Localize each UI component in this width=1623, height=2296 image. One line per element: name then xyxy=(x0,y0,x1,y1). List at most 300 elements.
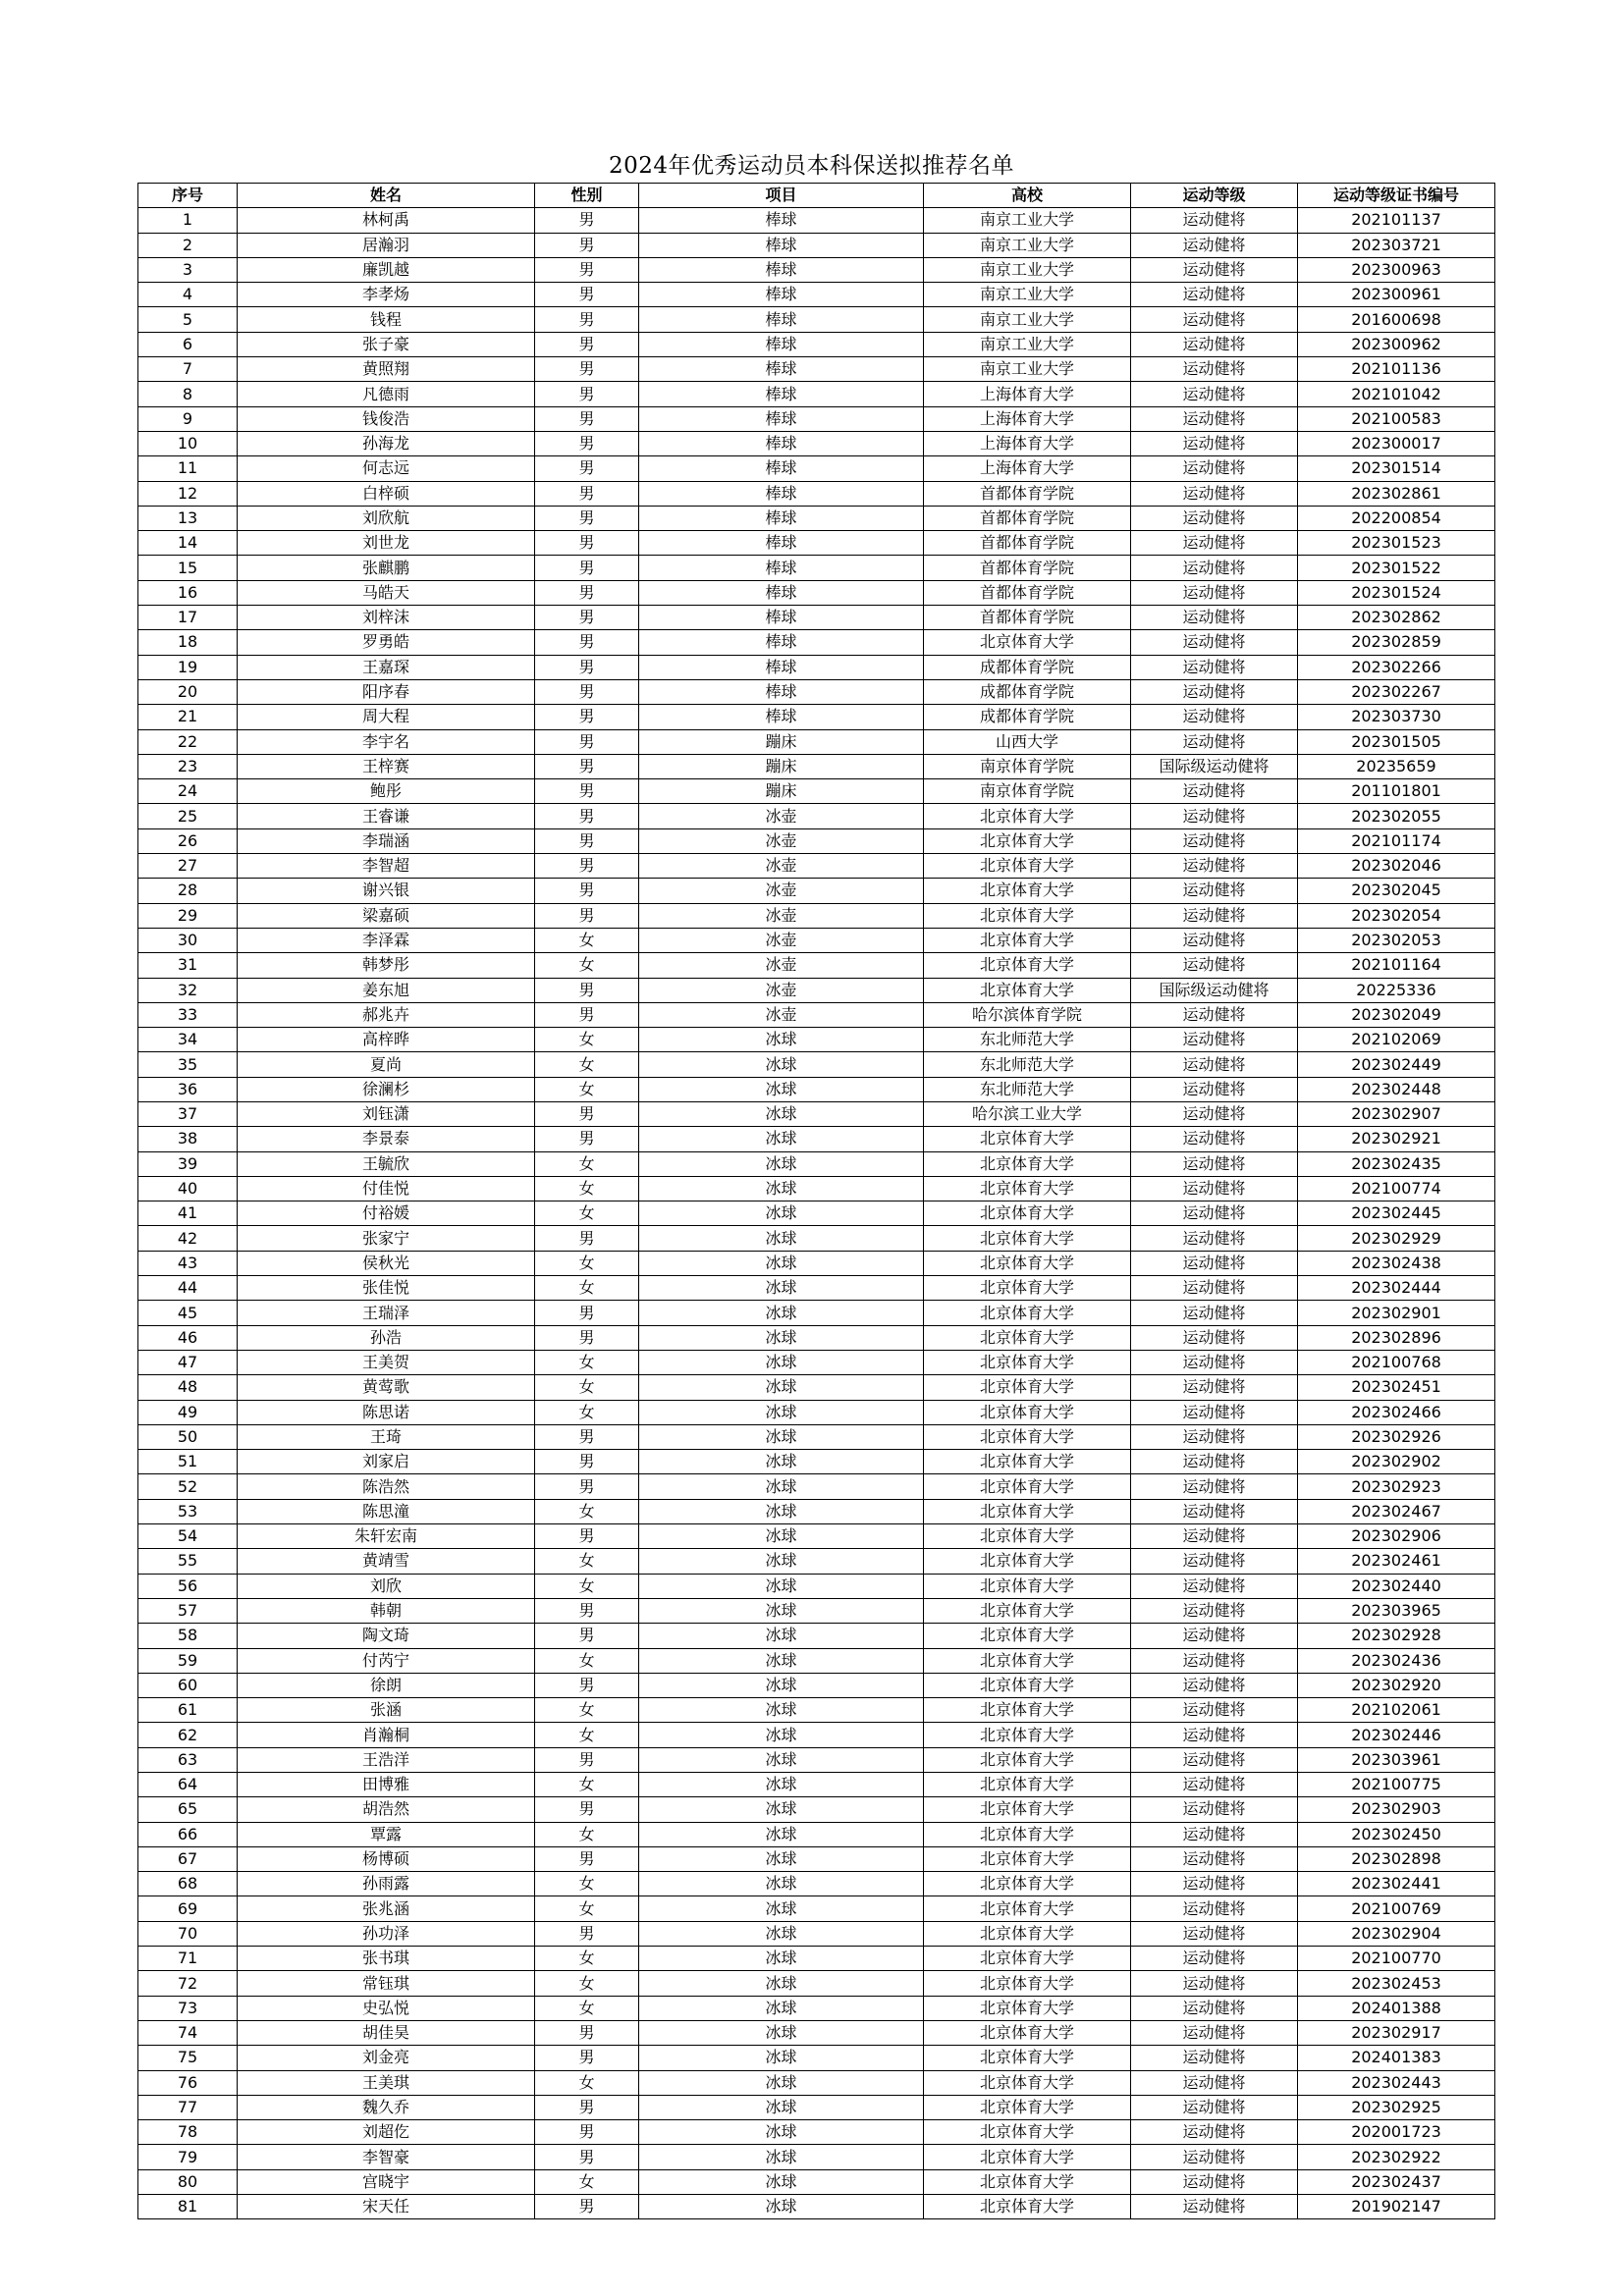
cell-sport: 棒球 xyxy=(639,382,924,406)
cell-name: 李智豪 xyxy=(238,2145,535,2169)
table-row xyxy=(138,1698,1495,1723)
table-row xyxy=(138,679,1495,704)
table-row xyxy=(138,978,1495,1002)
cell-index: 75 xyxy=(138,2046,238,2070)
cell-certificate: 201101801 xyxy=(1298,779,1495,804)
cell-index: 50 xyxy=(138,1424,238,1449)
cell-name: 张子豪 xyxy=(238,332,535,356)
cell-certificate: 201600698 xyxy=(1298,307,1495,332)
cell-level: 运动健将 xyxy=(1131,1424,1298,1449)
table-row xyxy=(138,1773,1495,1797)
table-row xyxy=(138,1598,1495,1623)
cell-index: 67 xyxy=(138,1846,238,1871)
table-row xyxy=(138,1276,1495,1301)
table-row xyxy=(138,506,1495,530)
table-row xyxy=(138,556,1495,580)
cell-university: 北京体育大学 xyxy=(924,1797,1131,1822)
cell-sport: 冰壶 xyxy=(639,928,924,952)
cell-name: 居瀚羽 xyxy=(238,233,535,257)
cell-index: 12 xyxy=(138,481,238,506)
cell-name: 覃露 xyxy=(238,1822,535,1846)
cell-level: 运动健将 xyxy=(1131,1201,1298,1226)
table-row xyxy=(138,1350,1495,1374)
cell-university: 北京体育大学 xyxy=(924,854,1131,879)
cell-level: 运动健将 xyxy=(1131,2095,1298,2119)
cell-name: 王瑞泽 xyxy=(238,1301,535,1325)
cell-gender: 男 xyxy=(535,307,639,332)
cell-certificate: 202001723 xyxy=(1298,2120,1495,2145)
cell-index: 1 xyxy=(138,208,238,233)
cell-name: 黄照翔 xyxy=(238,357,535,382)
cell-certificate: 202302922 xyxy=(1298,2145,1495,2169)
cell-certificate: 202200854 xyxy=(1298,506,1495,530)
cell-name: 刘欣航 xyxy=(238,506,535,530)
table-row xyxy=(138,1921,1495,1946)
cell-certificate: 202302267 xyxy=(1298,679,1495,704)
cell-certificate: 202302449 xyxy=(1298,1052,1495,1077)
cell-index: 15 xyxy=(138,556,238,580)
cell-university: 北京体育大学 xyxy=(924,1325,1131,1350)
cell-certificate: 202100770 xyxy=(1298,1947,1495,1971)
cell-index: 17 xyxy=(138,606,238,630)
cell-name: 张兆涵 xyxy=(238,1896,535,1921)
cell-index: 13 xyxy=(138,506,238,530)
table-row xyxy=(138,1375,1495,1400)
table-row xyxy=(138,1549,1495,1574)
cell-sport: 棒球 xyxy=(639,208,924,233)
cell-index: 2 xyxy=(138,233,238,257)
cell-index: 78 xyxy=(138,2120,238,2145)
cell-university: 北京体育大学 xyxy=(924,630,1131,655)
cell-level: 运动健将 xyxy=(1131,828,1298,853)
cell-certificate: 202302451 xyxy=(1298,1375,1495,1400)
cell-name: 梁嘉硕 xyxy=(238,903,535,928)
cell-level: 运动健将 xyxy=(1131,2195,1298,2219)
table-row xyxy=(138,1325,1495,1350)
cell-certificate: 202302902 xyxy=(1298,1450,1495,1474)
table-row xyxy=(138,729,1495,754)
cell-university: 北京体育大学 xyxy=(924,879,1131,903)
cell-index: 23 xyxy=(138,754,238,778)
cell-gender: 男 xyxy=(535,1127,639,1151)
cell-university: 北京体育大学 xyxy=(924,978,1131,1002)
cell-index: 16 xyxy=(138,580,238,605)
cell-university: 成都体育学院 xyxy=(924,655,1131,679)
cell-level: 运动健将 xyxy=(1131,307,1298,332)
cell-certificate: 202302901 xyxy=(1298,1301,1495,1325)
cell-sport: 冰球 xyxy=(639,2070,924,2095)
cell-index: 3 xyxy=(138,257,238,282)
cell-gender: 男 xyxy=(535,606,639,630)
cell-name: 刘金亮 xyxy=(238,2046,535,2070)
cell-sport: 冰球 xyxy=(639,1101,924,1126)
table-row xyxy=(138,1028,1495,1052)
cell-name: 孙功泽 xyxy=(238,1921,535,1946)
cell-level: 运动健将 xyxy=(1131,1524,1298,1549)
cell-level: 运动健将 xyxy=(1131,481,1298,506)
cell-sport: 棒球 xyxy=(639,283,924,307)
table-row xyxy=(138,1499,1495,1523)
cell-sport: 冰球 xyxy=(639,1301,924,1325)
cell-name: 张家宁 xyxy=(238,1226,535,1251)
cell-certificate: 20225336 xyxy=(1298,978,1495,1002)
cell-university: 北京体育大学 xyxy=(924,1574,1131,1598)
cell-name: 刘钰潇 xyxy=(238,1101,535,1126)
cell-gender: 女 xyxy=(535,1499,639,1523)
cell-name: 黄靖雪 xyxy=(238,1549,535,1574)
cell-level: 运动健将 xyxy=(1131,1301,1298,1325)
cell-name: 张书琪 xyxy=(238,1947,535,1971)
cell-gender: 女 xyxy=(535,1971,639,1996)
cell-index: 7 xyxy=(138,357,238,382)
cell-sport: 冰球 xyxy=(639,1176,924,1201)
cell-university: 北京体育大学 xyxy=(924,1822,1131,1846)
cell-name: 史弘悦 xyxy=(238,1996,535,2020)
table-row xyxy=(138,580,1495,605)
cell-gender: 女 xyxy=(535,1350,639,1374)
cell-name: 凡德雨 xyxy=(238,382,535,406)
cell-index: 4 xyxy=(138,283,238,307)
cell-university: 北京体育大学 xyxy=(924,903,1131,928)
cell-university: 北京体育大学 xyxy=(924,2195,1131,2219)
cell-sport: 冰球 xyxy=(639,1896,924,1921)
cell-gender: 女 xyxy=(535,1052,639,1077)
header-university: 高校 xyxy=(924,184,1131,208)
cell-level: 运动健将 xyxy=(1131,332,1298,356)
cell-gender: 男 xyxy=(535,978,639,1002)
cell-level: 运动健将 xyxy=(1131,208,1298,233)
cell-certificate: 202302446 xyxy=(1298,1723,1495,1747)
cell-level: 运动健将 xyxy=(1131,2046,1298,2070)
cell-name: 孙雨露 xyxy=(238,1872,535,1896)
cell-certificate: 202100768 xyxy=(1298,1350,1495,1374)
cell-university: 上海体育大学 xyxy=(924,406,1131,431)
table-header xyxy=(138,184,1495,208)
cell-university: 北京体育大学 xyxy=(924,1276,1131,1301)
cell-name: 刘家启 xyxy=(238,1450,535,1474)
cell-name: 李智超 xyxy=(238,854,535,879)
cell-index: 5 xyxy=(138,307,238,332)
cell-level: 运动健将 xyxy=(1131,1996,1298,2020)
cell-sport: 棒球 xyxy=(639,456,924,481)
cell-university: 北京体育大学 xyxy=(924,1549,1131,1574)
cell-index: 47 xyxy=(138,1350,238,1374)
cell-gender: 女 xyxy=(535,1077,639,1101)
cell-sport: 棒球 xyxy=(639,580,924,605)
cell-name: 谢兴银 xyxy=(238,879,535,903)
cell-gender: 男 xyxy=(535,580,639,605)
cell-gender: 女 xyxy=(535,1028,639,1052)
table-row xyxy=(138,481,1495,506)
cell-name: 姜东旭 xyxy=(238,978,535,1002)
cell-sport: 冰壶 xyxy=(639,1002,924,1027)
cell-gender: 男 xyxy=(535,1921,639,1946)
cell-gender: 男 xyxy=(535,332,639,356)
cell-certificate: 202101137 xyxy=(1298,208,1495,233)
table-row xyxy=(138,1673,1495,1697)
cell-name: 杨博硕 xyxy=(238,1846,535,1871)
cell-university: 北京体育大学 xyxy=(924,1226,1131,1251)
cell-university: 北京体育大学 xyxy=(924,2145,1131,2169)
cell-university: 成都体育学院 xyxy=(924,679,1131,704)
cell-university: 北京体育大学 xyxy=(924,2020,1131,2045)
cell-level: 运动健将 xyxy=(1131,1896,1298,1921)
cell-level: 运动健将 xyxy=(1131,2020,1298,2045)
cell-university: 南京工业大学 xyxy=(924,233,1131,257)
cell-index: 8 xyxy=(138,382,238,406)
cell-certificate: 202302467 xyxy=(1298,1499,1495,1523)
cell-university: 上海体育大学 xyxy=(924,382,1131,406)
cell-index: 56 xyxy=(138,1574,238,1598)
cell-level: 运动健将 xyxy=(1131,1797,1298,1822)
cell-name: 常钰琪 xyxy=(238,1971,535,1996)
cell-name: 肖瀚桐 xyxy=(238,1723,535,1747)
cell-certificate: 202301505 xyxy=(1298,729,1495,754)
cell-sport: 冰球 xyxy=(639,1846,924,1871)
header-level: 运动等级 xyxy=(1131,184,1298,208)
cell-sport: 冰球 xyxy=(639,1226,924,1251)
cell-university: 南京工业大学 xyxy=(924,208,1131,233)
cell-level: 运动健将 xyxy=(1131,1375,1298,1400)
cell-index: 11 xyxy=(138,456,238,481)
cell-sport: 冰球 xyxy=(639,1598,924,1623)
cell-university: 北京体育大学 xyxy=(924,1375,1131,1400)
cell-level: 国际级运动健将 xyxy=(1131,978,1298,1002)
cell-university: 北京体育大学 xyxy=(924,828,1131,853)
cell-sport: 冰壶 xyxy=(639,903,924,928)
cell-sport: 冰球 xyxy=(639,1127,924,1151)
cell-level: 运动健将 xyxy=(1131,1624,1298,1648)
cell-sport: 冰球 xyxy=(639,1773,924,1797)
table-row xyxy=(138,630,1495,655)
cell-certificate: 202302438 xyxy=(1298,1251,1495,1275)
cell-name: 李泽霖 xyxy=(238,928,535,952)
cell-sport: 蹦床 xyxy=(639,729,924,754)
cell-name: 孙浩 xyxy=(238,1325,535,1350)
cell-name: 胡浩然 xyxy=(238,1797,535,1822)
cell-index: 51 xyxy=(138,1450,238,1474)
cell-name: 林柯禹 xyxy=(238,208,535,233)
cell-name: 鲍彤 xyxy=(238,779,535,804)
cell-university: 首都体育学院 xyxy=(924,606,1131,630)
cell-gender: 男 xyxy=(535,1325,639,1350)
cell-level: 运动健将 xyxy=(1131,2120,1298,2145)
cell-level: 运动健将 xyxy=(1131,1872,1298,1896)
cell-sport: 冰球 xyxy=(639,1947,924,1971)
cell-sport: 棒球 xyxy=(639,705,924,729)
table-row xyxy=(138,1201,1495,1226)
table-row xyxy=(138,208,1495,233)
cell-certificate: 202302859 xyxy=(1298,630,1495,655)
cell-certificate: 202302923 xyxy=(1298,1474,1495,1499)
table-row xyxy=(138,754,1495,778)
cell-index: 63 xyxy=(138,1747,238,1772)
table-row xyxy=(138,928,1495,952)
cell-index: 44 xyxy=(138,1276,238,1301)
cell-gender: 女 xyxy=(535,1400,639,1424)
cell-certificate: 202300963 xyxy=(1298,257,1495,282)
table-row xyxy=(138,531,1495,556)
cell-university: 北京体育大学 xyxy=(924,1450,1131,1474)
cell-certificate: 202302461 xyxy=(1298,1549,1495,1574)
cell-university: 成都体育学院 xyxy=(924,705,1131,729)
cell-gender: 女 xyxy=(535,1723,639,1747)
cell-index: 26 xyxy=(138,828,238,853)
cell-certificate: 202302049 xyxy=(1298,1002,1495,1027)
cell-sport: 冰球 xyxy=(639,1624,924,1648)
cell-sport: 冰球 xyxy=(639,1723,924,1747)
cell-index: 9 xyxy=(138,406,238,431)
cell-sport: 冰球 xyxy=(639,1499,924,1523)
cell-university: 北京体育大学 xyxy=(924,1400,1131,1424)
cell-name: 周大程 xyxy=(238,705,535,729)
cell-index: 36 xyxy=(138,1077,238,1101)
cell-gender: 男 xyxy=(535,2195,639,2219)
cell-university: 北京体育大学 xyxy=(924,1251,1131,1275)
cell-gender: 女 xyxy=(535,1276,639,1301)
cell-certificate: 202102069 xyxy=(1298,1028,1495,1052)
table-row xyxy=(138,953,1495,978)
cell-index: 40 xyxy=(138,1176,238,1201)
table-row xyxy=(138,903,1495,928)
cell-name: 黄莺歌 xyxy=(238,1375,535,1400)
cell-university: 东北师范大学 xyxy=(924,1052,1131,1077)
cell-name: 阳序春 xyxy=(238,679,535,704)
cell-level: 运动健将 xyxy=(1131,705,1298,729)
cell-sport: 冰壶 xyxy=(639,879,924,903)
cell-university: 北京体育大学 xyxy=(924,1474,1131,1499)
cell-level: 运动健将 xyxy=(1131,879,1298,903)
cell-sport: 冰球 xyxy=(639,1052,924,1077)
cell-level: 运动健将 xyxy=(1131,406,1298,431)
cell-sport: 棒球 xyxy=(639,233,924,257)
cell-university: 南京工业大学 xyxy=(924,357,1131,382)
cell-university: 首都体育学院 xyxy=(924,506,1131,530)
cell-index: 70 xyxy=(138,1921,238,1946)
cell-gender: 男 xyxy=(535,1624,639,1648)
table-row xyxy=(138,1872,1495,1896)
cell-certificate: 202302898 xyxy=(1298,1846,1495,1871)
cell-certificate: 202302453 xyxy=(1298,1971,1495,1996)
cell-sport: 冰球 xyxy=(639,1028,924,1052)
cell-university: 哈尔滨工业大学 xyxy=(924,1101,1131,1126)
cell-level: 运动健将 xyxy=(1131,1400,1298,1424)
cell-certificate: 202101164 xyxy=(1298,953,1495,978)
cell-gender: 男 xyxy=(535,1424,639,1449)
cell-level: 运动健将 xyxy=(1131,2169,1298,2194)
cell-sport: 冰球 xyxy=(639,2020,924,2045)
cell-university: 北京体育大学 xyxy=(924,1773,1131,1797)
header-gender: 性别 xyxy=(535,184,639,208)
cell-university: 北京体育大学 xyxy=(924,1350,1131,1374)
cell-name: 胡佳昊 xyxy=(238,2020,535,2045)
cell-university: 北京体育大学 xyxy=(924,2095,1131,2119)
cell-sport: 冰壶 xyxy=(639,978,924,1002)
cell-gender: 男 xyxy=(535,903,639,928)
recommendation-table xyxy=(137,183,1495,2219)
cell-name: 张佳悦 xyxy=(238,1276,535,1301)
cell-level: 运动健将 xyxy=(1131,1052,1298,1077)
cell-gender: 男 xyxy=(535,2120,639,2145)
cell-level: 运动健将 xyxy=(1131,1276,1298,1301)
cell-sport: 冰球 xyxy=(639,1574,924,1598)
cell-name: 王嘉琛 xyxy=(238,655,535,679)
cell-name: 徐朗 xyxy=(238,1673,535,1697)
cell-sport: 冰球 xyxy=(639,1698,924,1723)
table-row xyxy=(138,233,1495,257)
cell-name: 韩梦彤 xyxy=(238,953,535,978)
cell-university: 南京体育学院 xyxy=(924,779,1131,804)
table-row xyxy=(138,1301,1495,1325)
cell-gender: 男 xyxy=(535,2095,639,2119)
cell-index: 49 xyxy=(138,1400,238,1424)
cell-university: 北京体育大学 xyxy=(924,1201,1131,1226)
cell-gender: 男 xyxy=(535,1474,639,1499)
cell-certificate: 202302925 xyxy=(1298,2095,1495,2119)
table-row xyxy=(138,1176,1495,1201)
cell-index: 54 xyxy=(138,1524,238,1549)
cell-index: 18 xyxy=(138,630,238,655)
cell-gender: 女 xyxy=(535,2070,639,2095)
cell-index: 42 xyxy=(138,1226,238,1251)
cell-name: 李孝炀 xyxy=(238,283,535,307)
cell-level: 运动健将 xyxy=(1131,606,1298,630)
cell-sport: 棒球 xyxy=(639,357,924,382)
cell-certificate: 202303961 xyxy=(1298,1747,1495,1772)
cell-index: 35 xyxy=(138,1052,238,1077)
cell-gender: 女 xyxy=(535,928,639,952)
cell-gender: 男 xyxy=(535,531,639,556)
cell-gender: 男 xyxy=(535,2046,639,2070)
cell-certificate: 202301524 xyxy=(1298,580,1495,605)
cell-university: 北京体育大学 xyxy=(924,1872,1131,1896)
cell-index: 32 xyxy=(138,978,238,1002)
table-row xyxy=(138,1896,1495,1921)
cell-university: 南京体育学院 xyxy=(924,754,1131,778)
table-row xyxy=(138,705,1495,729)
table-body xyxy=(138,208,1495,2219)
cell-name: 陈思潼 xyxy=(238,1499,535,1523)
cell-sport: 冰球 xyxy=(639,2195,924,2219)
cell-university: 上海体育大学 xyxy=(924,431,1131,455)
cell-level: 运动健将 xyxy=(1131,556,1298,580)
cell-name: 钱俊浩 xyxy=(238,406,535,431)
table-row xyxy=(138,406,1495,431)
table-row xyxy=(138,283,1495,307)
cell-sport: 棒球 xyxy=(639,531,924,556)
cell-name: 李景泰 xyxy=(238,1127,535,1151)
cell-sport: 冰球 xyxy=(639,1251,924,1275)
cell-certificate: 20235659 xyxy=(1298,754,1495,778)
cell-gender: 男 xyxy=(535,283,639,307)
cell-gender: 男 xyxy=(535,506,639,530)
cell-name: 王美琪 xyxy=(238,2070,535,2095)
cell-level: 运动健将 xyxy=(1131,1101,1298,1126)
cell-gender: 男 xyxy=(535,456,639,481)
cell-name: 张麒鹏 xyxy=(238,556,535,580)
cell-gender: 女 xyxy=(535,1201,639,1226)
cell-name: 刘世龙 xyxy=(238,531,535,556)
cell-sport: 冰球 xyxy=(639,2120,924,2145)
cell-index: 80 xyxy=(138,2169,238,2194)
cell-gender: 男 xyxy=(535,233,639,257)
cell-gender: 男 xyxy=(535,1797,639,1822)
cell-sport: 冰球 xyxy=(639,1350,924,1374)
cell-certificate: 202100583 xyxy=(1298,406,1495,431)
cell-level: 运动健将 xyxy=(1131,2070,1298,2095)
cell-index: 31 xyxy=(138,953,238,978)
cell-university: 北京体育大学 xyxy=(924,1896,1131,1921)
